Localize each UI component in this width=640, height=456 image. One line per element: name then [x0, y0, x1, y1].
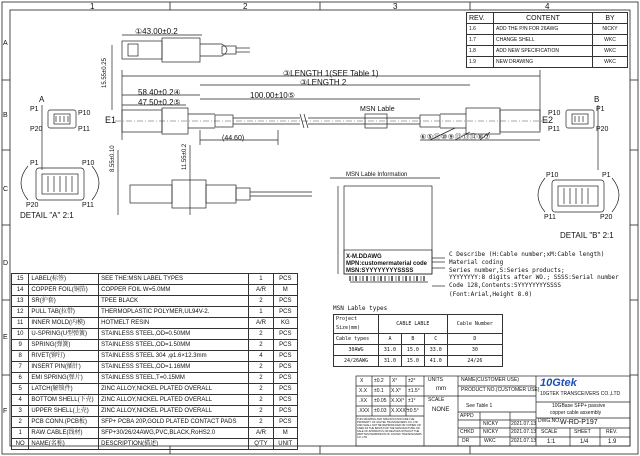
bom-cell: 6: [12, 373, 29, 384]
bom-cell: 2: [249, 296, 273, 307]
dim-8-55: 8.55±0.10: [110, 145, 116, 172]
tol-cell: ±2°: [408, 378, 416, 384]
tol-cell: X.X°: [391, 388, 402, 394]
bom-cell: 12: [12, 307, 29, 318]
bom-cell: 9: [12, 340, 29, 351]
bom-cell: PCS: [273, 340, 297, 351]
msn-types-cable-lable: CABLE LABLE: [379, 315, 448, 334]
dr-date: 2021.07.13: [511, 438, 537, 444]
chkd-by: NICKY: [483, 429, 499, 435]
msn-note-2: Material coding: [449, 259, 504, 266]
bom-cell: 10: [12, 329, 29, 340]
description-line-2: copper cable assembly: [550, 410, 602, 416]
units-value: mm: [436, 386, 446, 392]
msn-line-2: MPN:customermaterial code: [346, 261, 428, 267]
property-notice: THIS DRAWING AND SPECIFICATION ARE THE PROPERTY OF 10GTEK TRANSCEIVERS CO.,LTD AND SHALL NOT BE REPRODUCED OR COPIED OR USED AS THE BASIS FOR THE MANUFACTURE OR SALE OF APPARATUS OR DEVICES WITHOUT THE WRITTEN PERMISSION OF 10GTEK TRANSCEIVERS CO.,LTD: [357, 418, 422, 439]
dwg-no-value: W-RD-P197: [560, 419, 598, 426]
bom-cell: SEE THE:MSN LABEL TYPES: [99, 274, 249, 285]
bom-cell: DESCRIPTION(描述): [99, 439, 249, 450]
revision-row: [467, 35, 628, 46]
tol-cell: ±0.05: [374, 398, 387, 404]
msn-types-cell: 24/26AWG: [334, 356, 379, 367]
rev-header-rev: REV.: [467, 13, 494, 24]
msn-types-cell: 30AWG: [334, 345, 379, 356]
bom-cell: 8: [12, 351, 29, 362]
tol-cell: ±0.03: [374, 408, 387, 414]
bom-cell: INSERT PIN(插针): [29, 362, 99, 373]
bom-cell: 2: [249, 362, 273, 373]
bom-cell: PCS: [273, 329, 297, 340]
bom-cell: 2: [249, 340, 273, 351]
dim-100: 100.00±10⑤: [250, 91, 295, 100]
bom-row: [12, 296, 298, 307]
bom-cell: STAINLESS STEEL,OD=1.16MM: [99, 362, 249, 373]
label-p11-right: P11: [548, 126, 560, 133]
scale-value-sheet: 1:1: [547, 439, 556, 445]
border-number-1: 1: [90, 2, 95, 11]
bom-cell: STAINLESS STEEL 304 ,φ1.6×12.3mm: [99, 351, 249, 362]
label-p10-detail-a: P10: [82, 160, 95, 167]
label-p11-detail-b: P11: [544, 214, 556, 221]
bom-cell: INNER MOLD(内模): [29, 318, 99, 329]
msn-types-row: [334, 356, 503, 367]
bom-row: [12, 362, 298, 373]
rev-cell: WKC: [593, 57, 628, 68]
detail-b-title: DETAIL "B" 2:1: [560, 231, 614, 240]
bom-cell: 14: [12, 285, 29, 296]
bom-cell: STAINLESS STEEL,OD=0.50MM: [99, 329, 249, 340]
bom-cell: 1: [249, 274, 273, 285]
bom-cell: U-SPRING(U型弹簧): [29, 329, 99, 340]
label-e1: E1: [105, 115, 117, 125]
bom-cell: 3: [12, 406, 29, 417]
dim-44-60: (44.60): [222, 135, 245, 142]
detail-a-views: [21, 105, 99, 200]
bom-cell: ZINC ALLOY,NICKEL PLATED OVERALL: [99, 384, 249, 395]
rev-header: REV.: [606, 429, 618, 435]
bom-row: [12, 417, 298, 428]
revision-header-row: [467, 13, 628, 24]
bom-cell: PCS: [273, 307, 297, 318]
rev-cell: 1.9: [467, 57, 494, 68]
rev-header-by: BY: [593, 13, 628, 24]
bom-row: [12, 395, 298, 406]
chkd-date: 2021.07.13: [511, 429, 537, 435]
rev-cell: NEW DRAWING: [494, 57, 593, 68]
bom-cell: SFP+30/26/24AWG,PVC,BLACK,RoHS2.0: [99, 428, 249, 439]
label-p11-detail-a: P11: [82, 202, 94, 209]
appd-date: 2021.07.13: [511, 421, 537, 427]
rev-cell: CHANGE SHELL: [494, 35, 593, 46]
label-p10-detail-b: P10: [546, 172, 559, 179]
dr-label: DR: [462, 438, 470, 444]
company-name: 10GTEK TRANSCEIVERS CO.,LTD: [540, 391, 621, 397]
tol-cell: X.XX°: [391, 398, 405, 404]
tol-cell: .XXX: [358, 408, 370, 414]
msn-types-title: MSN Lable types: [333, 305, 388, 312]
bom-cell: TPEE BLACK: [99, 296, 249, 307]
label-p20-right: P20: [596, 126, 609, 133]
msn-types-cell: 15.0: [401, 345, 424, 356]
tol-cell: ±0.2: [374, 378, 384, 384]
rev-cell: 1.8: [467, 46, 494, 57]
tol-cell: ±0.1: [374, 388, 384, 394]
msn-types-cable-number: Cable Number: [447, 315, 502, 334]
msn-types-col: A: [379, 334, 402, 345]
label-p11-left: P11: [78, 126, 90, 133]
rev-cell: WKC: [593, 46, 628, 57]
msn-line-3: MSN:SYYYYYYYYSSSS: [346, 268, 414, 274]
bom-cell: M: [273, 285, 297, 296]
revision-row: [467, 57, 628, 68]
label-p10-left: P10: [78, 110, 91, 117]
msn-types-project: [334, 315, 379, 334]
bom-row: [12, 373, 298, 384]
bom-cell: PCB CONN.(PCB板): [29, 417, 99, 428]
label-p1-right: P1: [596, 106, 605, 113]
bom-cell: STAINLESS STEEL,OD=1.50MM: [99, 340, 249, 351]
bom-cell: PCS: [273, 362, 297, 373]
bom-row: [12, 351, 298, 362]
rev-cell: WKC: [593, 35, 628, 46]
rev-cell: NICKY: [593, 24, 628, 35]
label-p1-left: P1: [30, 106, 39, 113]
tol-cell: ±1°: [408, 398, 416, 404]
dim-length-1: ③LENGTH 1(SEE Table 1): [283, 69, 379, 78]
msn-types-cell: 30: [447, 345, 502, 356]
bom-cell: PCS: [273, 406, 297, 417]
msn-note-1: C Describe (H:Cable number;xM:Cable length): [449, 251, 605, 258]
bom-cell: 4: [249, 351, 273, 362]
msn-types-col: D: [447, 334, 502, 345]
bom-cell: LATCH(解锁件): [29, 384, 99, 395]
bom-cell: 2: [249, 406, 273, 417]
part-balloons: ⑥⑤⑪⑩⑨⑫⑬⑭⑧⑦: [420, 134, 491, 141]
name-customer-label: NAME(CUSTOMER USE): [461, 377, 519, 383]
border-letter-c: C: [3, 186, 9, 193]
label-b: B: [594, 95, 600, 104]
border-letter-d: D: [3, 260, 9, 267]
bom-cell: 4: [12, 395, 29, 406]
chkd-label: CHKD: [460, 429, 475, 435]
bom-cell: 5: [12, 384, 29, 395]
bom-row: [12, 285, 298, 296]
msn-lable-callout: MSN Lable: [360, 106, 395, 113]
label-a: A: [39, 95, 45, 104]
dim-58-40: 58.40±0.2④: [138, 88, 181, 97]
bom-cell: 13: [12, 296, 29, 307]
description-line-1: 10GBase SFP+ passive: [552, 403, 606, 409]
bom-cell: M: [273, 428, 297, 439]
tol-cell: X.X: [359, 388, 368, 394]
label-p10-right: P10: [548, 110, 561, 117]
label-p1-detail-a: P1: [30, 160, 39, 167]
msn-types-project-label: Project: [336, 316, 358, 322]
bom-row: [12, 318, 298, 329]
bom-cell: A/R: [249, 318, 273, 329]
msn-note-6: (Font:Arial,Height 8.0): [449, 291, 533, 298]
bom-table: [11, 273, 298, 450]
msn-types-cell: 31.0: [379, 356, 402, 367]
product-no-value: See Table 1: [466, 403, 493, 409]
revision-row: [467, 46, 628, 57]
label-p20-detail-b: P20: [600, 214, 613, 221]
bom-cell: PCS: [273, 417, 297, 428]
bom-cell: PCS: [273, 274, 297, 285]
msn-types-cable-types: Cable types: [334, 334, 379, 345]
scale-value: NONE: [432, 407, 450, 413]
msn-types-row: [334, 345, 503, 356]
msn-types-cell: 41.0: [424, 356, 447, 367]
bom-cell: PCS: [273, 384, 297, 395]
dim-15-55: 15.55±0.25: [102, 58, 108, 88]
msn-types-size-label: Size(mm): [336, 325, 361, 331]
sheet-header: SHEET: [574, 429, 591, 435]
msn-types-table: [333, 314, 503, 367]
sheet-value: 1/4: [580, 439, 589, 445]
scale-header: SCALE: [541, 429, 558, 435]
bom-cell: UPPER SHELL(上壳): [29, 406, 99, 417]
border-letter-e: E: [3, 334, 8, 341]
border-number-3: 3: [393, 2, 398, 11]
barcode: [350, 276, 424, 281]
bom-cell: A/R: [249, 285, 273, 296]
border-letter-f: F: [3, 408, 8, 415]
bom-cell: ZINC ALLOY,NICKEL PLATED OVERALL: [99, 395, 249, 406]
bom-cell: 11: [12, 318, 29, 329]
bom-cell: HOTMELT RESIN: [99, 318, 249, 329]
rev-value: 1.9: [608, 439, 617, 445]
msn-note-3: Series number,S:Series products;: [449, 267, 565, 274]
tol-cell: X: [360, 378, 364, 384]
tol-cell: X.XXX°: [391, 408, 408, 414]
bom-cell: Q'TY: [249, 439, 273, 450]
lower-connector-view: [118, 145, 312, 215]
msn-info-title: MSN Lable Information: [346, 172, 408, 178]
company-logo: 10Gtek: [540, 377, 577, 389]
appd-label: APPD: [460, 413, 474, 419]
bom-row: [12, 340, 298, 351]
dim-11-55: 11.55±0.2: [182, 143, 188, 170]
bom-cell: PCS: [273, 395, 297, 406]
border-letter-a: A: [3, 40, 8, 47]
rev-cell: 1.6: [467, 24, 494, 35]
msn-types-col: C: [424, 334, 447, 345]
dim-length-2: ③LENGTH 2: [300, 78, 347, 87]
bom-cell: PCS: [273, 296, 297, 307]
bom-cell: NO: [12, 439, 29, 450]
bom-cell: UNIT: [273, 439, 297, 450]
msn-note-5: Code 128,Contents:SYYYYYYYYSSSS: [449, 282, 561, 289]
rev-cell: 1.7: [467, 35, 494, 46]
bom-cell: 2: [249, 417, 273, 428]
units-label: UNITS: [428, 377, 443, 383]
bom-cell: 2: [249, 329, 273, 340]
msn-types-cell: 31.0: [379, 345, 402, 356]
bom-cell: SR(护套): [29, 296, 99, 307]
detail-a-title: DETAIL "A" 2:1: [20, 211, 74, 220]
bom-cell: NAME(名称): [29, 439, 99, 450]
scale-label: SCALE: [428, 397, 445, 403]
bom-cell: 7: [12, 362, 29, 373]
bom-cell: ZINC ALLOY,NICKEL PLATED OVERALL: [99, 406, 249, 417]
label-p20-detail-a: P20: [26, 202, 39, 209]
bom-cell: THERMOPLASTIC POLYMER,UL94V-2.: [99, 307, 249, 318]
bom-cell: A/R: [249, 428, 273, 439]
tol-cell: .XX: [359, 398, 368, 404]
border-number-2: 2: [243, 2, 248, 11]
bom-cell: PCS: [273, 351, 297, 362]
msn-types-col: B: [401, 334, 424, 345]
bom-cell: PULL TAB(拉带): [29, 307, 99, 318]
label-p1-detail-b: P1: [602, 172, 611, 179]
bom-cell: KG: [273, 318, 297, 329]
msn-types-cell: 24/26: [447, 356, 502, 367]
bom-cell: COPPER FOIL(铜箔): [29, 285, 99, 296]
dim-43: ①43.00±0.2: [135, 27, 178, 36]
bom-cell: RAW CABLE(线材): [29, 428, 99, 439]
label-p20-left: P20: [30, 126, 43, 133]
bom-cell: SPRING(弹簧): [29, 340, 99, 351]
bom-cell: 1: [249, 307, 273, 318]
bom-row: [12, 428, 298, 439]
appd-by: NICKY: [483, 421, 499, 427]
border-number-4: 4: [545, 2, 550, 11]
revision-table: [466, 12, 628, 68]
revision-row: [467, 24, 628, 35]
dwg-no-label: DWG.NO.: [538, 418, 561, 424]
bom-cell: STAINLESS STEEL,T=0.15MM: [99, 373, 249, 384]
bom-cell: BOTTOM SHELL(下壳): [29, 395, 99, 406]
bom-cell: 2: [249, 373, 273, 384]
msn-types-cell: 33.0: [424, 345, 447, 356]
bom-header-row: [12, 439, 298, 450]
tol-cell: ±0.5°: [407, 408, 419, 414]
bom-cell: 1: [12, 428, 29, 439]
product-no-label: PRODUCT NO.(CUSTOMER USE): [461, 387, 540, 393]
bom-cell: SFP+ PCBA 20P,GOLD PLATED CONTACT PADS: [99, 417, 249, 428]
bom-row: [12, 384, 298, 395]
bom-cell: RIVET(铆钉): [29, 351, 99, 362]
dim-47-50: 47.50±0.2⑤: [138, 98, 181, 107]
bom-cell: LABEL(标签): [29, 274, 99, 285]
tol-cell: ±1.5°: [408, 388, 420, 394]
bom-cell: 2: [12, 417, 29, 428]
rev-cell: ADD NEW SPECIFICATION: [494, 46, 593, 57]
bom-row: [12, 406, 298, 417]
bom-cell: 15: [12, 274, 29, 285]
tol-cell: X°: [392, 378, 398, 384]
bom-cell: 2: [249, 395, 273, 406]
bom-row: [12, 329, 298, 340]
bom-cell: EMI SPRING(弹片): [29, 373, 99, 384]
msn-line-1: X-M.DDAWG: [346, 254, 382, 260]
rev-header-content: CONTENT: [494, 13, 593, 24]
bom-row: [12, 274, 298, 285]
bom-cell: COPPER FOIL W=5.0MM: [99, 285, 249, 296]
msn-note-4: YYYYYYYY:8 digits after WO.; SSSS:Serial number: [449, 274, 619, 281]
bom-cell: 2: [249, 384, 273, 395]
bom-cell: PCS: [273, 373, 297, 384]
dr-by: WKC: [484, 438, 496, 444]
msn-types-cell: 15.0: [401, 356, 424, 367]
bom-row: [12, 307, 298, 318]
border-letter-b: B: [3, 112, 8, 119]
rev-cell: ADD THE P/N FOR 26AWG: [494, 24, 593, 35]
label-e2: E2: [542, 115, 554, 125]
